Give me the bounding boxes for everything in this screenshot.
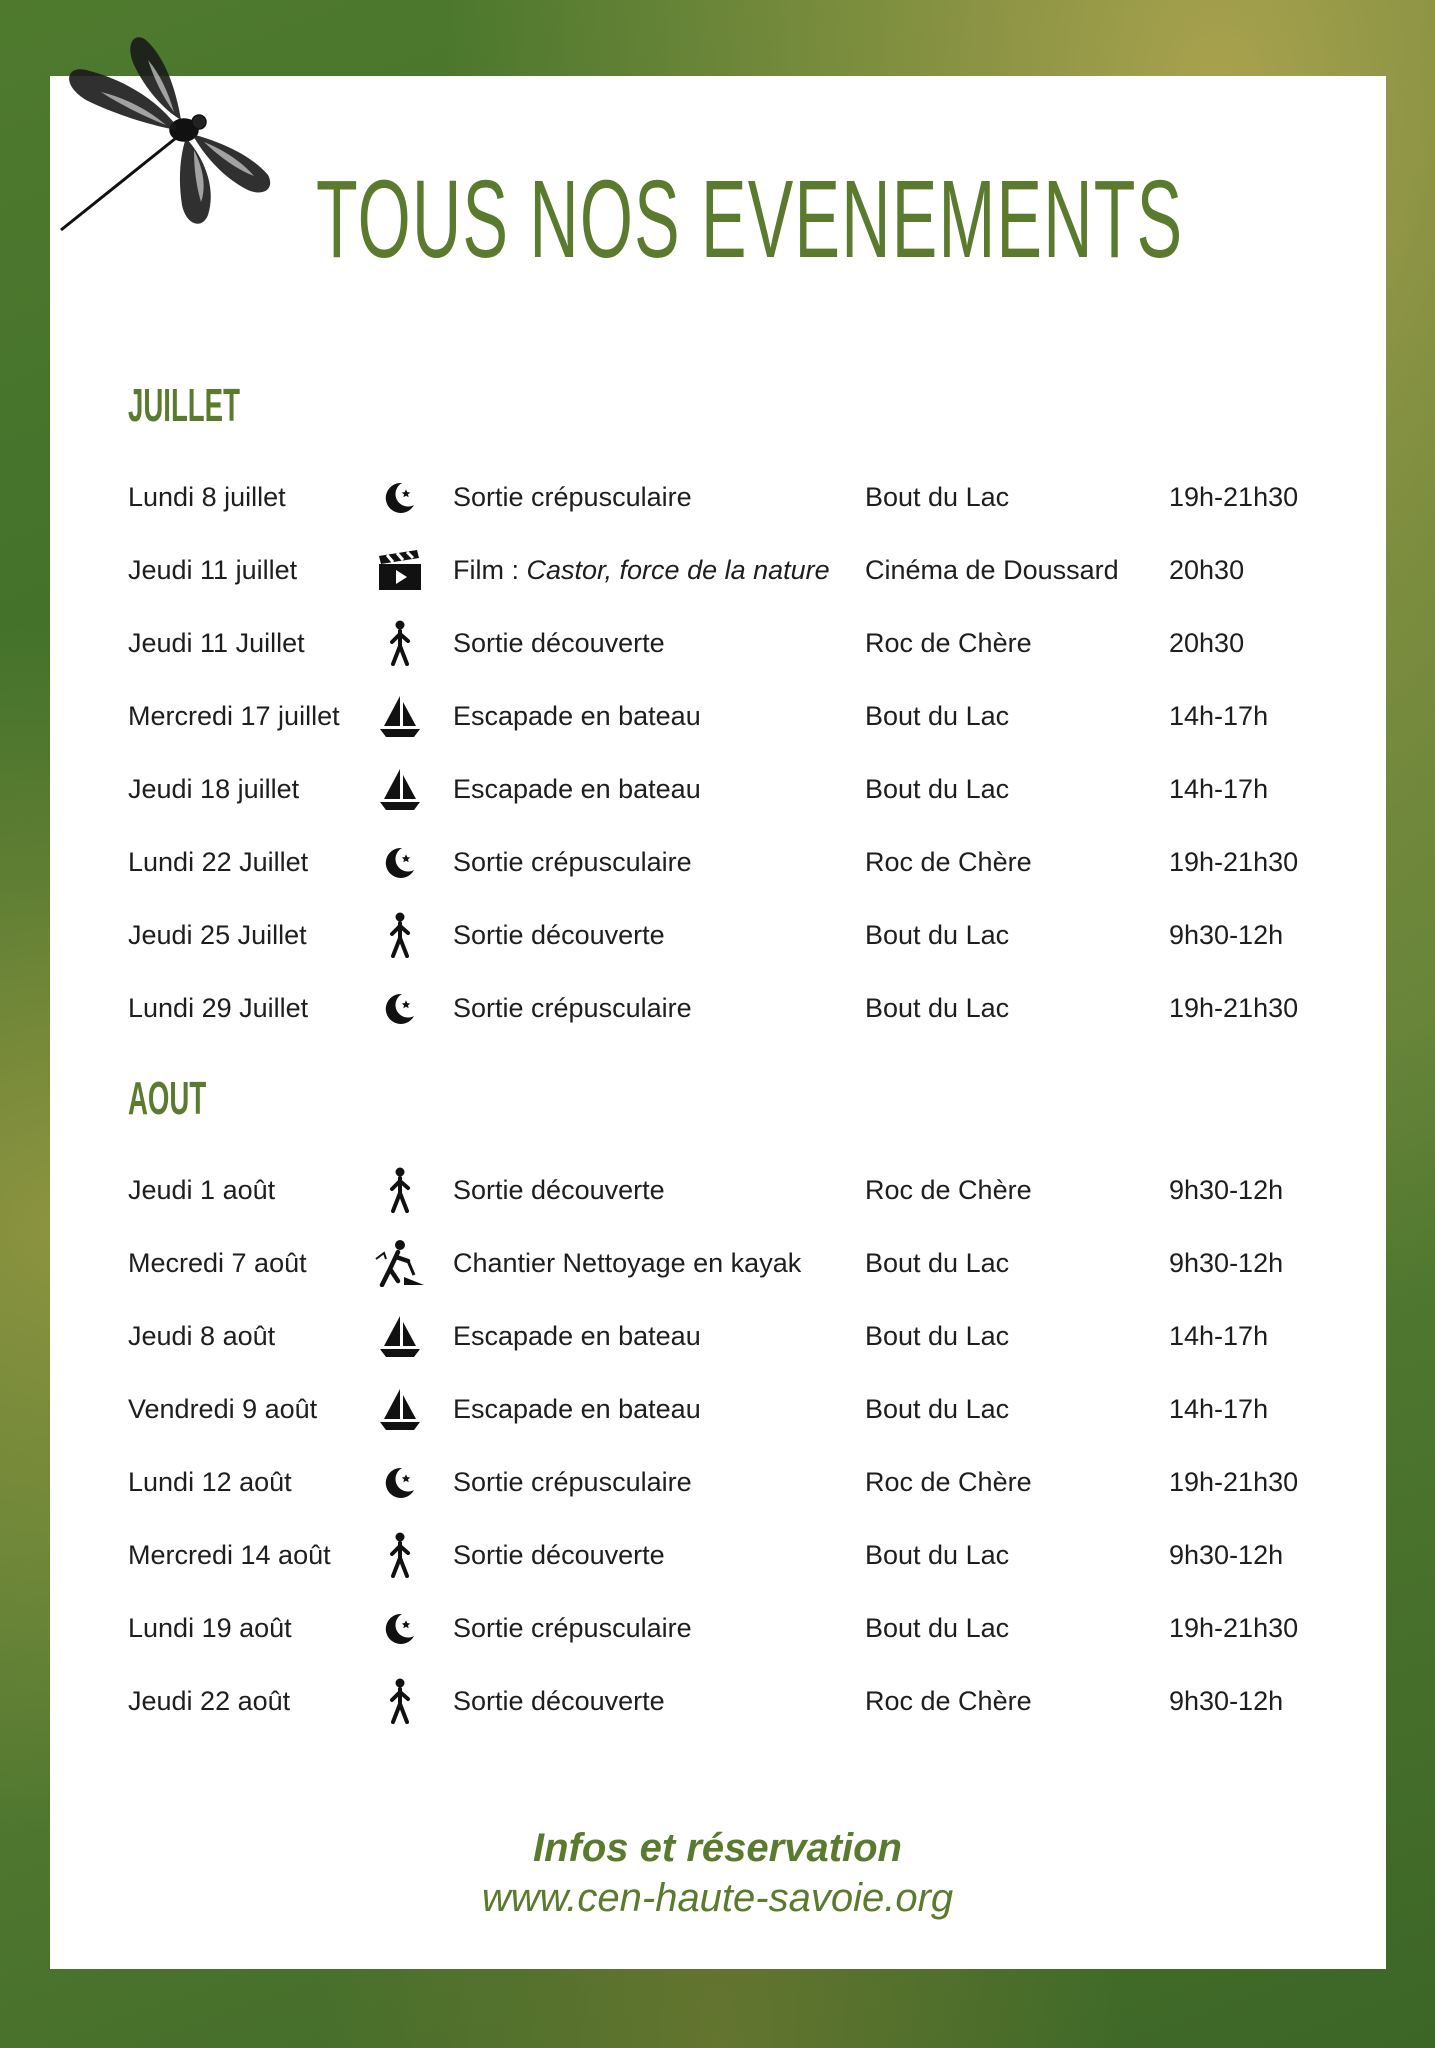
event-time: 19h-21h30 xyxy=(1169,993,1299,1023)
event-activity: Escapade en bateau xyxy=(453,1394,701,1424)
event-row xyxy=(0,469,1435,542)
event-row xyxy=(0,1454,1435,1527)
worker-shovel-icon xyxy=(368,1235,432,1291)
moon-star-icon xyxy=(368,1600,432,1656)
event-row xyxy=(0,1235,1435,1308)
dragonfly-illustration xyxy=(56,30,276,240)
page-title: TOUS NOS EVENEMENTS xyxy=(316,158,1184,281)
event-time: 14h-17h xyxy=(1169,774,1269,804)
event-row xyxy=(0,980,1435,1053)
walking-person-icon xyxy=(368,615,432,671)
event-row xyxy=(0,834,1435,907)
event-time: 9h30-12h xyxy=(1169,1175,1284,1205)
event-activity: Sortie découverte xyxy=(453,1175,665,1205)
sailboat-icon xyxy=(368,688,432,744)
moon-star-icon xyxy=(368,980,432,1036)
event-location: Bout du Lac xyxy=(865,774,1010,804)
event-location: Roc de Chère xyxy=(865,1686,1032,1716)
event-time: 9h30-12h xyxy=(1169,1540,1284,1570)
sailboat-icon xyxy=(368,1381,432,1437)
walking-person-icon xyxy=(368,1162,432,1218)
moon-star-icon xyxy=(368,834,432,890)
event-date: Lundi 8 juillet xyxy=(128,482,286,512)
event-row xyxy=(0,907,1435,980)
event-location: Bout du Lac xyxy=(865,993,1010,1023)
events-list-juillet xyxy=(0,469,1435,1053)
event-activity: Sortie découverte xyxy=(453,1540,665,1570)
event-activity: Sortie crépusculaire xyxy=(453,993,692,1023)
film-title: Castor, force de la nature xyxy=(526,555,830,585)
event-row xyxy=(0,1308,1435,1381)
event-time: 14h-17h xyxy=(1169,1394,1269,1424)
event-time: 14h-17h xyxy=(1169,701,1269,731)
event-activity: Sortie crépusculaire xyxy=(453,1467,692,1497)
footer-title: Infos et réservation xyxy=(532,1826,902,1870)
clapperboard-icon xyxy=(368,542,432,598)
walking-person-icon xyxy=(368,907,432,963)
event-date: Jeudi 18 juillet xyxy=(128,774,300,804)
event-row xyxy=(0,1600,1435,1673)
event-time: 9h30-12h xyxy=(1169,1248,1284,1278)
month-heading-juillet: JUILLET xyxy=(128,379,240,431)
event-location: Roc de Chère xyxy=(865,1175,1032,1205)
event-date: Lundi 12 août xyxy=(128,1467,292,1497)
event-location: Bout du Lac xyxy=(865,1321,1010,1351)
event-date: Jeudi 25 Juillet xyxy=(128,920,307,950)
sailboat-icon xyxy=(368,1308,432,1364)
moon-star-icon xyxy=(368,1454,432,1510)
event-activity: Chantier Nettoyage en kayak xyxy=(453,1248,802,1278)
event-time: 14h-17h xyxy=(1169,1321,1269,1351)
event-date: Jeudi 11 Juillet xyxy=(128,628,305,658)
event-date: Vendredi 9 août xyxy=(128,1394,318,1424)
event-location: Bout du Lac xyxy=(865,482,1010,512)
event-row xyxy=(0,1162,1435,1235)
event-row xyxy=(0,615,1435,688)
event-location: Roc de Chère xyxy=(865,1467,1032,1497)
event-activity: Escapade en bateau xyxy=(453,1321,701,1351)
event-location: Roc de Chère xyxy=(865,628,1032,658)
event-date: Mercredi 17 juillet xyxy=(128,701,340,731)
event-location: Bout du Lac xyxy=(865,1540,1010,1570)
event-activity xyxy=(453,542,830,598)
event-activity: Sortie découverte xyxy=(453,920,665,950)
month-heading-aout: AOUT xyxy=(128,1072,207,1124)
walking-person-icon xyxy=(368,1673,432,1729)
event-date: Jeudi 8 août xyxy=(128,1321,276,1351)
event-date: Lundi 22 Juillet xyxy=(128,847,309,877)
walking-person-icon xyxy=(368,1527,432,1583)
event-activity-prefix: Film : xyxy=(453,555,527,585)
event-location: Bout du Lac xyxy=(865,1394,1010,1424)
event-location: Bout du Lac xyxy=(865,701,1010,731)
moon-star-icon xyxy=(368,469,432,525)
event-row xyxy=(0,1381,1435,1454)
event-time: 20h30 xyxy=(1169,628,1245,658)
event-activity: Sortie crépusculaire xyxy=(453,482,692,512)
event-row xyxy=(0,688,1435,761)
event-time: 20h30 xyxy=(1169,555,1245,585)
event-row xyxy=(0,761,1435,834)
event-location: Bout du Lac xyxy=(865,1248,1010,1278)
event-date: Jeudi 22 août xyxy=(128,1686,291,1716)
event-row xyxy=(0,1527,1435,1600)
footer-url-link[interactable]: www.cen-haute-savoie.org xyxy=(481,1876,954,1920)
event-activity: Sortie crépusculaire xyxy=(453,1613,692,1643)
event-time: 19h-21h30 xyxy=(1169,482,1299,512)
event-location: Bout du Lac xyxy=(865,1613,1010,1643)
event-date: Lundi 29 Juillet xyxy=(128,993,309,1023)
event-row xyxy=(0,1673,1435,1746)
event-activity: Escapade en bateau xyxy=(453,774,701,804)
event-time: 19h-21h30 xyxy=(1169,847,1299,877)
event-date: Jeudi 1 août xyxy=(128,1175,276,1205)
event-date: Mecredi 7 août xyxy=(128,1248,307,1278)
event-location: Roc de Chère xyxy=(865,847,1032,877)
event-date: Jeudi 11 juillet xyxy=(128,555,298,585)
sailboat-icon xyxy=(368,761,432,817)
event-date: Mercredi 14 août xyxy=(128,1540,331,1570)
event-activity: Sortie découverte xyxy=(453,628,665,658)
event-location: Cinéma de Doussard xyxy=(865,555,1119,585)
event-activity: Sortie crépusculaire xyxy=(453,847,692,877)
event-time: 19h-21h30 xyxy=(1169,1613,1299,1643)
event-time: 9h30-12h xyxy=(1169,920,1284,950)
event-activity: Sortie découverte xyxy=(453,1686,665,1716)
event-row xyxy=(0,542,1435,615)
event-activity: Escapade en bateau xyxy=(453,701,701,731)
event-date: Lundi 19 août xyxy=(128,1613,292,1643)
event-time: 9h30-12h xyxy=(1169,1686,1284,1716)
events-list-aout xyxy=(0,1162,1435,1746)
event-time: 19h-21h30 xyxy=(1169,1467,1299,1497)
event-location: Bout du Lac xyxy=(865,920,1010,950)
